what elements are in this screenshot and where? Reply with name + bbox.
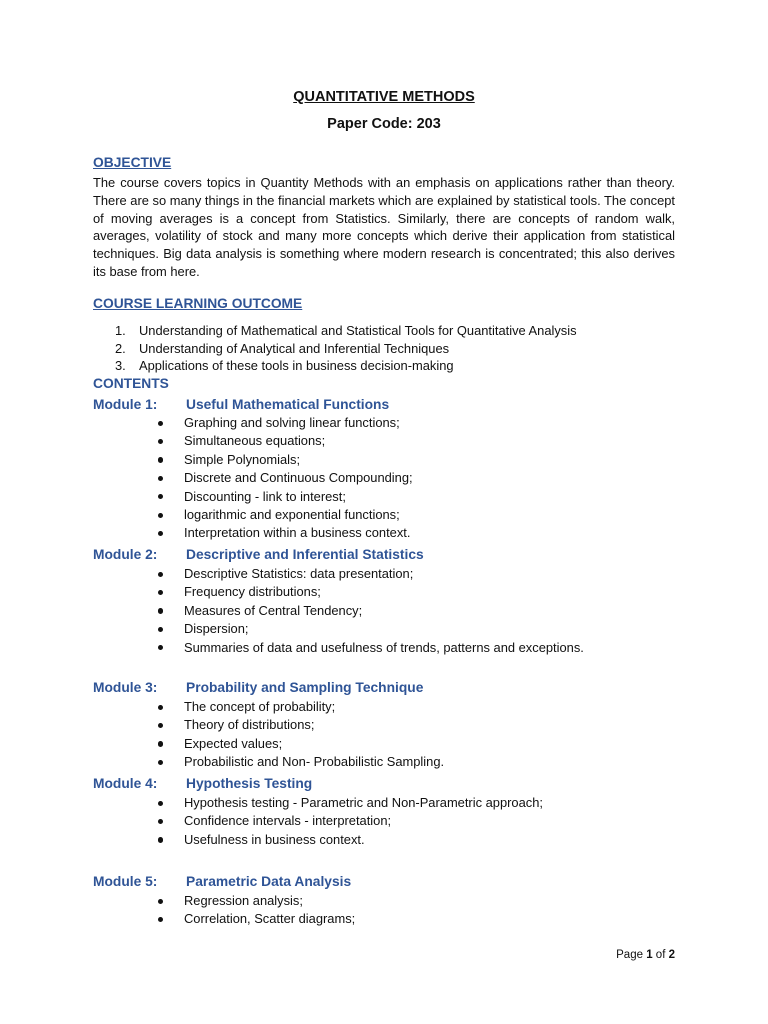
list-item-text: Applications of these tools in business decision-making: [139, 358, 454, 374]
list-item-text: Probabilistic and Non- Probabilistic Sampling.: [184, 754, 445, 770]
list-item-text: Expected values;: [184, 735, 283, 751]
list-item: [93, 735, 605, 753]
bullet-icon: [158, 531, 163, 536]
list-item: [93, 794, 605, 812]
list-item-text: Understanding of Mathematical and Statistical Tools for Quantitative Analysis: [139, 323, 577, 338]
bullet-icon: [158, 513, 163, 518]
list-item: [93, 831, 605, 849]
bullet-icon: [158, 608, 163, 613]
list-item: [93, 753, 605, 771]
list-item: [93, 812, 605, 830]
module-title: Probability and Sampling Technique: [186, 680, 424, 695]
list-item-text: Graphing and solving linear functions;: [184, 415, 400, 430]
list-item: [93, 698, 605, 716]
list-item-text: Discrete and Continuous Compounding;: [184, 470, 413, 486]
list-item: [93, 322, 693, 340]
module-5-topics: [93, 892, 605, 929]
list-item: [93, 620, 605, 638]
list-item-text: Simultaneous equations;: [184, 433, 326, 449]
list-item: [93, 716, 605, 734]
page-number: [616, 949, 675, 961]
objective-heading: OBJECTIVE: [93, 155, 172, 170]
objective-paragraph: The course covers topics in Quantity Methods with an emphasis on applications rather than theory. There are so many things in the financial markets which are explained by statistical tools. The concept of moving averages is a concept from Statistics. Similarly, there are concepts of random walk, averages, volatility of stock and many more concepts which derive their application from statistical techniques. Big data analysis is something where modern research is concentrated; this also derives its base from here.: [93, 175, 675, 279]
list-item: [93, 602, 605, 620]
list-item: [93, 892, 605, 910]
bullet-icon: [158, 705, 163, 710]
list-number: 3.: [115, 358, 126, 374]
bullet-icon: [158, 837, 163, 842]
module-label: Module 2:: [93, 547, 158, 562]
list-item-text: Confidence intervals - interpretation;: [184, 813, 392, 829]
bullet-icon: [158, 421, 163, 426]
list-item: [93, 565, 605, 583]
module-2-topics: [93, 565, 605, 657]
document-title: QUANTITATIVE METHODS: [293, 89, 475, 105]
list-item-text: Understanding of Analytical and Inferential Techniques: [139, 340, 450, 356]
module-title: Useful Mathematical Functions: [186, 397, 390, 412]
list-item: [93, 340, 693, 358]
bullet-icon: [158, 476, 163, 481]
list-item: [93, 910, 605, 928]
page-word: Page: [616, 949, 643, 961]
list-item: [93, 469, 605, 487]
list-item: [93, 639, 605, 657]
paper-code: Paper Code: 203: [327, 116, 441, 132]
bullet-icon: [158, 760, 163, 765]
module-title: Parametric Data Analysis: [186, 874, 352, 889]
module-label: Module 5:: [93, 874, 158, 889]
page-of: of: [655, 949, 666, 961]
module-label: Module 4:: [93, 776, 158, 791]
bullet-icon: [158, 723, 163, 728]
list-item-text: Regression analysis;: [184, 893, 303, 908]
module-4-topics: [93, 794, 605, 849]
list-item: [93, 524, 605, 542]
list-item-text: Usefulness in business context.: [184, 831, 365, 847]
list-item-text: Simple Polynomials;: [184, 451, 301, 467]
page-current: 1: [646, 949, 653, 961]
list-item-text: Correlation, Scatter diagrams;: [184, 911, 356, 927]
learning-outcome-heading: COURSE LEARNING OUTCOME: [93, 296, 303, 311]
bullet-icon: [158, 645, 163, 650]
list-item-text: The concept of probability;: [184, 699, 336, 714]
bullet-icon: [158, 801, 163, 806]
list-item: [93, 488, 605, 506]
bullet-icon: [158, 590, 163, 595]
bullet-icon: [158, 819, 163, 824]
module-label: Module 1:: [93, 397, 158, 412]
list-item: [93, 357, 693, 375]
module-1-topics: [93, 414, 605, 543]
bullet-icon: [158, 741, 163, 746]
contents-heading: CONTENTS: [93, 376, 169, 391]
list-item-text: Summaries of data and usefulness of trends, patterns and exceptions.: [184, 639, 584, 655]
list-item-text: Dispersion;: [184, 621, 249, 637]
list-item-text: Theory of distributions;: [184, 717, 315, 733]
bullet-icon: [158, 494, 163, 499]
bullet-icon: [158, 899, 163, 904]
list-number: 2.: [115, 340, 126, 356]
bullet-icon: [158, 917, 163, 922]
bullet-icon: [158, 572, 163, 577]
list-item-text: logarithmic and exponential functions;: [184, 507, 400, 523]
list-item-text: Discounting - link to interest;: [184, 488, 346, 504]
list-item: [93, 414, 605, 432]
list-item-text: Measures of Central Tendency;: [184, 602, 363, 618]
list-item: [93, 451, 605, 469]
bullet-icon: [158, 627, 163, 632]
list-item: [93, 506, 605, 524]
list-item-text: Hypothesis testing - Parametric and Non-Parametric approach;: [184, 795, 543, 810]
bullet-icon: [158, 439, 163, 444]
page-total: 2: [668, 949, 675, 961]
list-number: 1.: [115, 323, 126, 338]
list-item-text: Descriptive Statistics: data presentation;: [184, 566, 414, 581]
module-label: Module 3:: [93, 680, 158, 695]
list-item: [93, 432, 605, 450]
list-item-text: Interpretation within a business context.: [184, 525, 411, 541]
learning-outcome-list: [93, 322, 693, 375]
list-item-text: Frequency distributions;: [184, 584, 321, 600]
module-title: Hypothesis Testing: [186, 776, 313, 791]
module-3-topics: [93, 698, 605, 772]
list-item: [93, 583, 605, 601]
bullet-icon: [158, 457, 163, 462]
module-title: Descriptive and Inferential Statistics: [186, 547, 424, 562]
